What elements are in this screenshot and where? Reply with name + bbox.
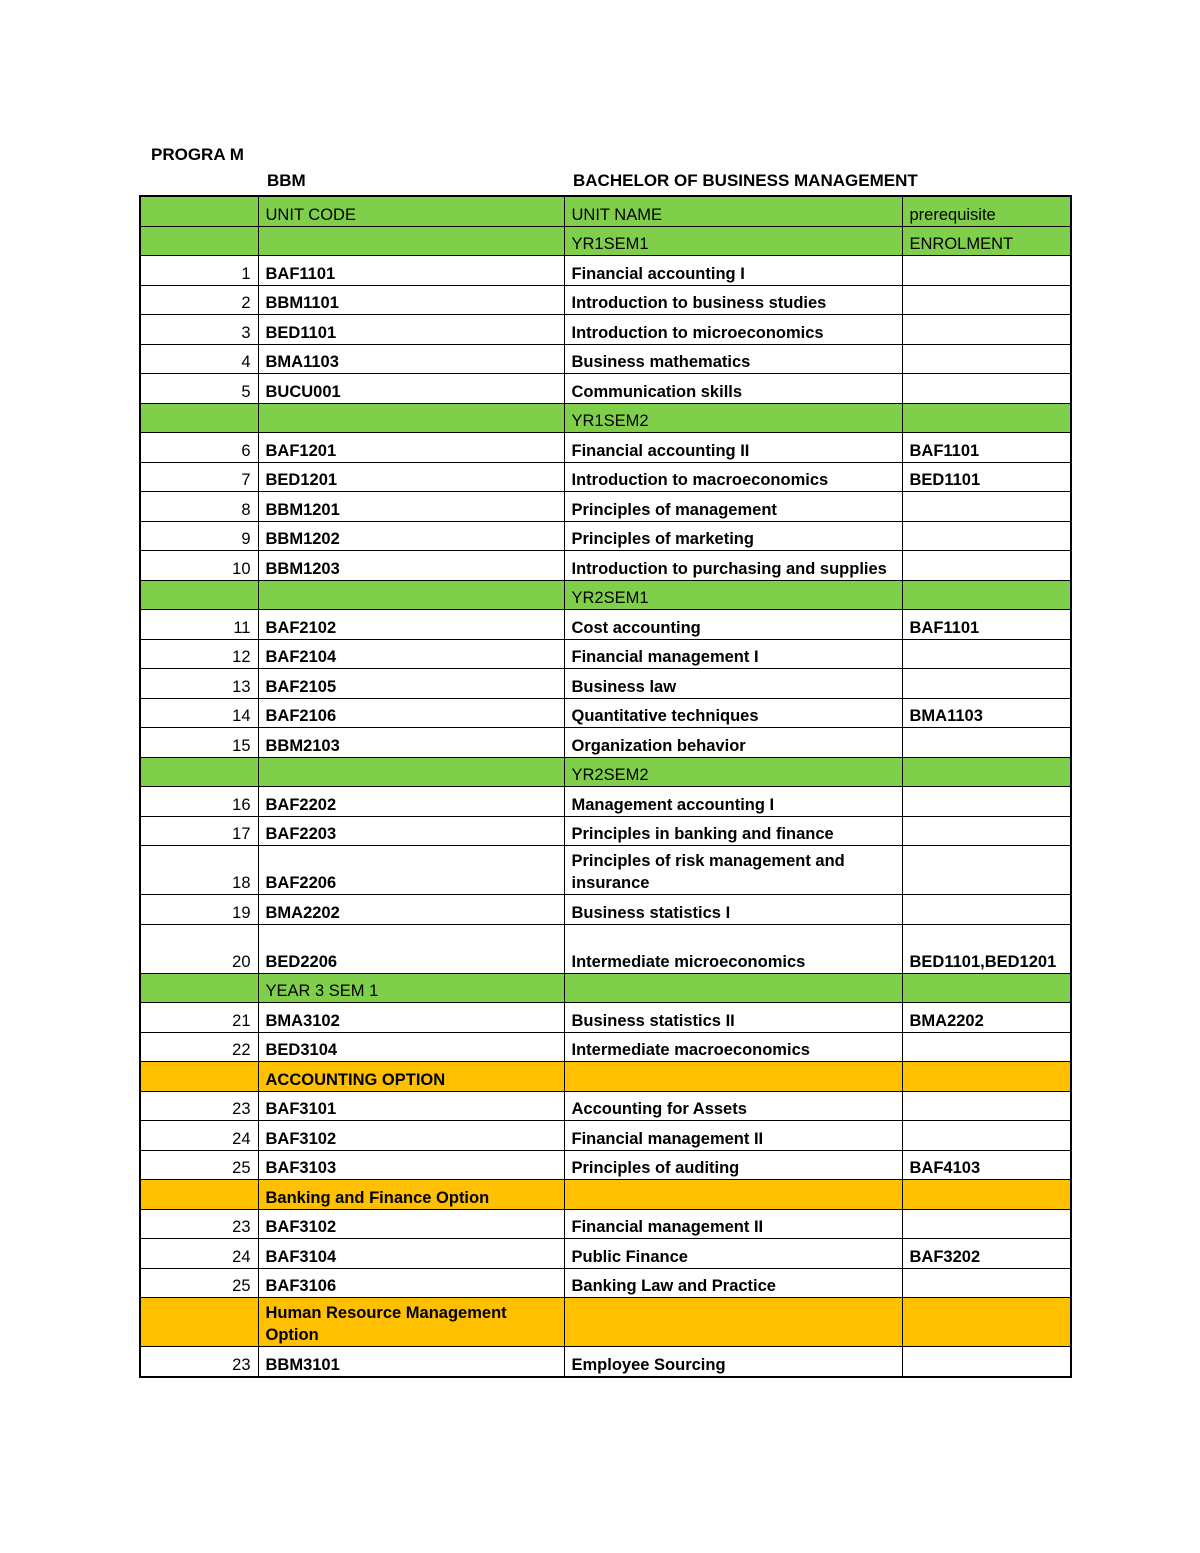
unit-code-cell — [258, 403, 564, 433]
row-number-cell: 21 — [140, 1003, 258, 1033]
row-number-cell — [140, 973, 258, 1003]
unit-code-cell: BAF3104 — [258, 1239, 564, 1269]
option-row — [140, 1298, 1071, 1347]
unit-name-cell: Financial management II — [564, 1121, 902, 1151]
unit-code-cell: BBM2103 — [258, 728, 564, 758]
row-number-cell: 5 — [140, 374, 258, 404]
semester-row — [140, 757, 1071, 787]
unit-code-cell: BAF3101 — [258, 1091, 564, 1121]
header-unit-code: UNIT CODE — [258, 196, 564, 226]
program-header — [140, 142, 1070, 194]
prerequisite-cell — [902, 344, 1071, 374]
header-unit-name: UNIT NAME — [564, 196, 902, 226]
unit-name-cell: Accounting for Assets — [564, 1091, 902, 1121]
row-number-cell — [140, 757, 258, 787]
unit-name-cell: Introduction to purchasing and supplies — [564, 551, 902, 581]
program-label: PROGRA M — [151, 145, 244, 164]
prerequisite-cell — [902, 895, 1071, 925]
unit-code-cell: BBM1203 — [258, 551, 564, 581]
row-number-cell: 1 — [140, 256, 258, 286]
header-num-cell — [140, 196, 258, 226]
prerequisite-cell: BED1101,BED1201 — [902, 924, 1071, 973]
unit-name-cell: Financial management II — [564, 1209, 902, 1239]
unit-code-cell: BBM1201 — [258, 492, 564, 522]
prerequisite-cell — [902, 1180, 1071, 1210]
prerequisite-cell — [902, 1268, 1071, 1298]
row-number-cell: 7 — [140, 462, 258, 492]
prerequisite-cell — [902, 1062, 1071, 1092]
prerequisite-cell — [902, 728, 1071, 758]
row-number-cell: 18 — [140, 846, 258, 895]
row-number-cell — [140, 226, 258, 256]
unit-code-cell: BAF1101 — [258, 256, 564, 286]
row-number-cell — [140, 1062, 258, 1092]
program-code: BBM — [267, 171, 306, 190]
unit-name-cell: Principles in banking and finance — [564, 816, 902, 846]
row-number-cell: 15 — [140, 728, 258, 758]
unit-row — [140, 1209, 1071, 1239]
unit-row — [140, 1347, 1071, 1377]
unit-code-cell — [258, 757, 564, 787]
prerequisite-cell — [902, 757, 1071, 787]
unit-row — [140, 816, 1071, 846]
row-number-cell: 2 — [140, 285, 258, 315]
prerequisite-cell — [902, 1209, 1071, 1239]
unit-row — [140, 462, 1071, 492]
unit-code-cell: BED1201 — [258, 462, 564, 492]
unit-row — [140, 924, 1071, 973]
unit-row — [140, 344, 1071, 374]
unit-row — [140, 846, 1071, 895]
prerequisite-cell — [902, 403, 1071, 433]
row-number-cell: 23 — [140, 1091, 258, 1121]
unit-row — [140, 669, 1071, 699]
prerequisite-cell — [902, 639, 1071, 669]
unit-code-cell: YEAR 3 SEM 1 — [258, 973, 564, 1003]
unit-name-cell: Intermediate microeconomics — [564, 924, 902, 973]
unit-name-cell: Principles of auditing — [564, 1150, 902, 1180]
row-number-cell: 3 — [140, 315, 258, 345]
unit-code-cell: ACCOUNTING OPTION — [258, 1062, 564, 1092]
unit-name-cell: Public Finance — [564, 1239, 902, 1269]
semester-row — [140, 580, 1071, 610]
unit-name-cell — [564, 1062, 902, 1092]
row-number-cell — [140, 1298, 258, 1347]
row-number-cell: 25 — [140, 1150, 258, 1180]
unit-row — [140, 1091, 1071, 1121]
row-number-cell: 20 — [140, 924, 258, 973]
unit-row — [140, 551, 1071, 581]
prerequisite-cell: BAF1101 — [902, 433, 1071, 463]
unit-code-cell: BED1101 — [258, 315, 564, 345]
prerequisite-cell: ENROLMENT — [902, 226, 1071, 256]
unit-code-cell: BAF1201 — [258, 433, 564, 463]
unit-row — [140, 698, 1071, 728]
unit-name-cell — [564, 973, 902, 1003]
unit-row — [140, 1032, 1071, 1062]
prerequisite-cell — [902, 1347, 1071, 1377]
prerequisite-cell — [902, 846, 1071, 895]
unit-code-cell: BAF3103 — [258, 1150, 564, 1180]
prerequisite-cell — [902, 285, 1071, 315]
row-number-cell: 24 — [140, 1239, 258, 1269]
row-number-cell: 11 — [140, 610, 258, 640]
unit-name-cell: YR2SEM1 — [564, 580, 902, 610]
unit-name-cell: Organization behavior — [564, 728, 902, 758]
row-number-cell: 24 — [140, 1121, 258, 1151]
unit-code-cell: BAF3102 — [258, 1209, 564, 1239]
unit-name-cell: Intermediate macroeconomics — [564, 1032, 902, 1062]
prerequisite-cell — [902, 315, 1071, 345]
unit-row — [140, 285, 1071, 315]
row-number-cell — [140, 580, 258, 610]
unit-row — [140, 1003, 1071, 1033]
column-header-row — [140, 196, 1071, 226]
unit-code-cell — [258, 226, 564, 256]
prerequisite-cell — [902, 816, 1071, 846]
unit-row — [140, 521, 1071, 551]
option-row — [140, 1062, 1071, 1092]
unit-name-cell: Employee Sourcing — [564, 1347, 902, 1377]
unit-code-cell: BBM1101 — [258, 285, 564, 315]
row-number-cell: 4 — [140, 344, 258, 374]
unit-row — [140, 256, 1071, 286]
unit-name-cell: Financial accounting II — [564, 433, 902, 463]
unit-code-cell: BBM1202 — [258, 521, 564, 551]
unit-name-cell: Communication skills — [564, 374, 902, 404]
semester-row — [140, 403, 1071, 433]
unit-name-cell: Management accounting I — [564, 787, 902, 817]
prerequisite-cell: BED1101 — [902, 462, 1071, 492]
prerequisite-cell: BAF4103 — [902, 1150, 1071, 1180]
prerequisite-cell: BMA1103 — [902, 698, 1071, 728]
unit-name-cell — [564, 1298, 902, 1347]
row-number-cell: 23 — [140, 1209, 258, 1239]
prerequisite-cell — [902, 551, 1071, 581]
unit-code-cell: BAF2206 — [258, 846, 564, 895]
unit-name-cell: YR2SEM2 — [564, 757, 902, 787]
row-number-cell: 23 — [140, 1347, 258, 1377]
unit-row — [140, 374, 1071, 404]
row-number-cell — [140, 1180, 258, 1210]
row-number-cell: 12 — [140, 639, 258, 669]
row-number-cell: 14 — [140, 698, 258, 728]
prerequisite-cell — [902, 580, 1071, 610]
unit-row — [140, 433, 1071, 463]
unit-row — [140, 1268, 1071, 1298]
row-number-cell: 8 — [140, 492, 258, 522]
unit-code-cell: BMA1103 — [258, 344, 564, 374]
unit-code-cell: BED3104 — [258, 1032, 564, 1062]
header-prerequisite: prerequisite — [902, 196, 1071, 226]
unit-code-cell: Human Resource Management Option — [258, 1298, 564, 1347]
unit-row — [140, 1150, 1071, 1180]
prerequisite-cell: BMA2202 — [902, 1003, 1071, 1033]
prerequisite-cell — [902, 1298, 1071, 1347]
row-number-cell: 9 — [140, 521, 258, 551]
unit-row — [140, 728, 1071, 758]
prerequisite-cell — [902, 521, 1071, 551]
unit-row — [140, 610, 1071, 640]
unit-name-cell — [564, 1180, 902, 1210]
unit-name-cell: Financial management I — [564, 639, 902, 669]
prerequisite-cell — [902, 973, 1071, 1003]
row-number-cell: 25 — [140, 1268, 258, 1298]
unit-row — [140, 639, 1071, 669]
unit-name-cell: Cost accounting — [564, 610, 902, 640]
row-number-cell: 6 — [140, 433, 258, 463]
prerequisite-cell — [902, 374, 1071, 404]
row-number-cell: 17 — [140, 816, 258, 846]
unit-name-cell: Business mathematics — [564, 344, 902, 374]
row-number-cell — [140, 403, 258, 433]
prerequisite-cell: BAF1101 — [902, 610, 1071, 640]
unit-name-cell: YR1SEM2 — [564, 403, 902, 433]
prerequisite-cell — [902, 256, 1071, 286]
unit-code-cell: BAF2104 — [258, 639, 564, 669]
prerequisite-cell — [902, 669, 1071, 699]
program-name: BACHELOR OF BUSINESS MANAGEMENT — [573, 171, 918, 190]
unit-name-cell: Principles of marketing — [564, 521, 902, 551]
row-number-cell: 16 — [140, 787, 258, 817]
prerequisite-cell: BAF3202 — [902, 1239, 1071, 1269]
unit-code-cell: BUCU001 — [258, 374, 564, 404]
unit-name-cell: Business statistics II — [564, 1003, 902, 1033]
unit-code-cell: BAF2202 — [258, 787, 564, 817]
unit-code-cell: BAF2203 — [258, 816, 564, 846]
unit-row — [140, 787, 1071, 817]
prerequisite-cell — [902, 492, 1071, 522]
unit-name-cell: Introduction to microeconomics — [564, 315, 902, 345]
unit-name-cell: Principles of management — [564, 492, 902, 522]
unit-code-cell: BBM3101 — [258, 1347, 564, 1377]
prerequisite-cell — [902, 1091, 1071, 1121]
prerequisite-cell — [902, 1032, 1071, 1062]
unit-name-cell: YR1SEM1 — [564, 226, 902, 256]
unit-code-cell: BED2206 — [258, 924, 564, 973]
units-table — [139, 195, 1072, 1378]
unit-code-cell: BAF3102 — [258, 1121, 564, 1151]
unit-code-cell: BMA2202 — [258, 895, 564, 925]
unit-code-cell: BAF2105 — [258, 669, 564, 699]
row-number-cell: 10 — [140, 551, 258, 581]
unit-row — [140, 1121, 1071, 1151]
unit-name-cell: Introduction to business studies — [564, 285, 902, 315]
unit-row — [140, 1239, 1071, 1269]
row-number-cell: 19 — [140, 895, 258, 925]
row-number-cell: 13 — [140, 669, 258, 699]
unit-code-cell: BAF2106 — [258, 698, 564, 728]
unit-name-cell: Financial accounting I — [564, 256, 902, 286]
unit-code-cell: BAF2102 — [258, 610, 564, 640]
unit-name-cell: Introduction to macroeconomics — [564, 462, 902, 492]
unit-row — [140, 492, 1071, 522]
unit-row — [140, 895, 1071, 925]
unit-name-cell: Principles of risk management and insurance — [564, 846, 902, 895]
unit-name-cell: Business law — [564, 669, 902, 699]
prerequisite-cell — [902, 1121, 1071, 1151]
unit-name-cell: Quantitative techniques — [564, 698, 902, 728]
unit-code-cell: Banking and Finance Option — [258, 1180, 564, 1210]
unit-row — [140, 315, 1071, 345]
semester-row — [140, 226, 1071, 256]
unit-code-cell: BMA3102 — [258, 1003, 564, 1033]
unit-name-cell: Banking Law and Practice — [564, 1268, 902, 1298]
row-number-cell: 22 — [140, 1032, 258, 1062]
unit-code-cell: BAF3106 — [258, 1268, 564, 1298]
prerequisite-cell — [902, 787, 1071, 817]
unit-code-cell — [258, 580, 564, 610]
option-row — [140, 1180, 1071, 1210]
semester-row — [140, 973, 1071, 1003]
unit-name-cell: Business statistics I — [564, 895, 902, 925]
